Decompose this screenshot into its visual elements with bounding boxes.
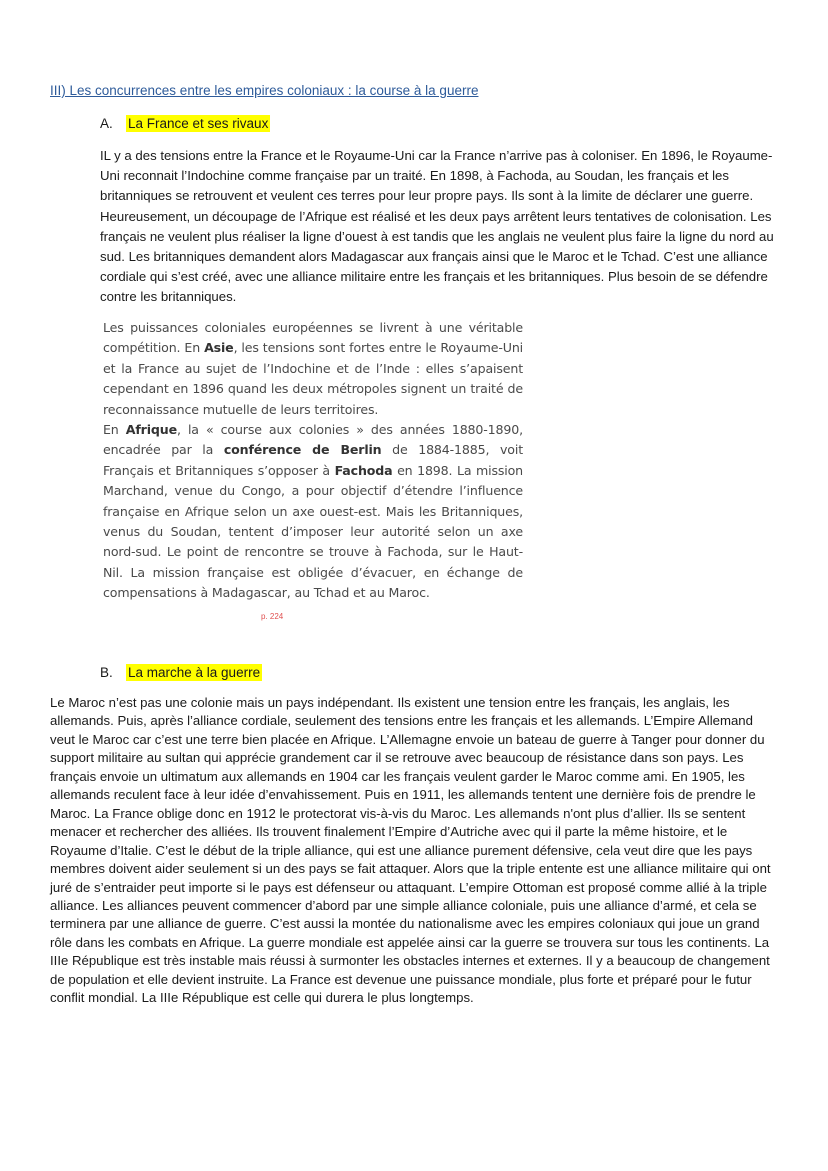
subheading-a-letter: A. — [100, 116, 113, 131]
section-title[interactable]: III) Les concurrences entre les empires coloniaux : la course à la guerre — [50, 83, 479, 98]
excerpt-text: , la « course aux colonies » des années 1880-1890, encadrée par la — [103, 422, 523, 458]
excerpt-bold-berlin: conférence de Berlin — [223, 442, 382, 458]
excerpt-bold-afrique: Afrique — [125, 422, 177, 438]
excerpt-paragraph-1 — [103, 318, 523, 420]
paragraph-b: Le Maroc n’est pas une colonie mais un pays indépendant. Ils existent une tension entre les français, les anglais, les allemands. Puis, après l’alliance cordiale, seulement des tensions entre les français et les allemands. L’Empire Allemand veut le Maroc car c’est une terre bien placée en Afrique. L’Allemagne envoie un bateau de guerre à Tanger pour donner du support militaire au sultan qui apprécie grandement car il se retrouve avec beaucoup de résistance dans son pays. Les français envoie un ultimatum aux allemands en 1904 car les français veulent garder le Maroc comme ami. En 1905, les allemands reculent face à leur idée d’envahissement. Puis en 1911, les allemands tentent une dernière fois de prendre le Maroc. La France oblige donc en 1912 le protectorat vis-à-vis du Maroc. Les allemands n'ont plus d’allier. Ils se sentent menacer et rechercher des alliées. Ils trouvent finalement l’Empire d’Autriche avec qui il parte la même histoire, et le Royaume d’Italie. C’est le début de la triple alliance, qui est une alliance purement défensive, cela veut dire que les pays membres doivent aider seulement si un des pays se fait attaquer. Alors que la triple entente est une alliance militaire qui ont juré de s’entraider peut importe si le pays est défenseur ou attaquant. L’empire Ottoman est proposé comme allié à la triple alliance. Les alliances peuvent commencer d’abord par une simple alliance coloniale, puis une alliance d’armé, et cela se terminera par une alliance de guerre. C’est aussi la montée du nationalisme avec les empires coloniaux qui joue un grand rôle dans les combats en Afrique. La guerre mondiale est appelée ainsi car la guerre se trouvera sur tous les continents. La IIIe République est très instable mais réussi à surmonter les obstacles internes et externes. Il y a beaucoup de changement de population et elle devient instruite. La France est devenue une puissance mondiale, plus forte et préparé pour le futur conflit mondial. La IIIe République est celle qui durera le plus longtemps. — [50, 695, 771, 1006]
excerpt-text: de 1884-1885, voit Français et Britanniques s’opposer à — [103, 442, 523, 478]
subheading-b-title: La marche à la guerre — [128, 665, 261, 680]
excerpt-bold-fachoda: Fachoda — [334, 462, 393, 478]
excerpt-paragraph-2 — [103, 420, 523, 604]
excerpt-text: En — [103, 422, 126, 438]
paragraph-a: IL y a des tensions entre la France et le Royaume-Uni car la France n’arrive pas à coloniser. En 1896, le Royaume-Uni reconnait l’Indochine comme française par un traité. En 1898, à Fachoda, au Soudan, les français et les britanniques se retrouvent et veulent ces terres pour leur propre pays. Ils sont à la limite de déclarer une guerre. Heureusement, un découpage de l’Afrique est réalisé et les deux pays arrêtent leurs tentatives de colonisation. Les français ne veulent plus réaliser la ligne d’ouest à est tandis que les anglais ne veulent plus faire la ligne du nord au sud. Les britanniques demandent alors Madagascar aux français ainsi que le Maroc et le Tchad. C’est une alliance cordiale qui s’est créé, avec une alliance militaire entre les français et les britanniques. Plus besoin de se défendre contre les britanniques. — [100, 148, 774, 305]
excerpt-text: , les tensions sont fortes entre le Royaume-Uni et la France au sujet de l’Indochine et de l’Inde : elles s’apaisent cependant en 1896 quand les deux métropoles signent un traité de reconnaissance mutuelle de leurs territoires. — [103, 340, 524, 417]
subheading-b — [100, 665, 262, 680]
excerpt-bold-asie: Asie — [204, 340, 234, 356]
subheading-a — [100, 116, 270, 131]
page-reference: p. 224 — [261, 612, 284, 621]
textbook-excerpt — [103, 318, 523, 628]
excerpt-text: en 1898. La mission Marchand, venue du Congo, a pour objectif d’étendre l’influence française en Afrique selon un axe ouest-est. Mais les Britanniques, venus du Soudan, tentent d’imposer leur autorité selon un axe nord-sud. Le point de rencontre se trouve à Fachoda, sur le Haut-Nil. La mission française est obligée d’évacuer, en échange de compensations à Madagascar, au Tchad et au Maroc. — [103, 462, 524, 601]
subheading-a-title: La France et ses rivaux — [128, 116, 269, 131]
excerpt-text: Les puissances coloniales européennes se livrent à une véritable compétition. En — [103, 320, 523, 356]
subheading-b-letter: B. — [100, 665, 113, 680]
